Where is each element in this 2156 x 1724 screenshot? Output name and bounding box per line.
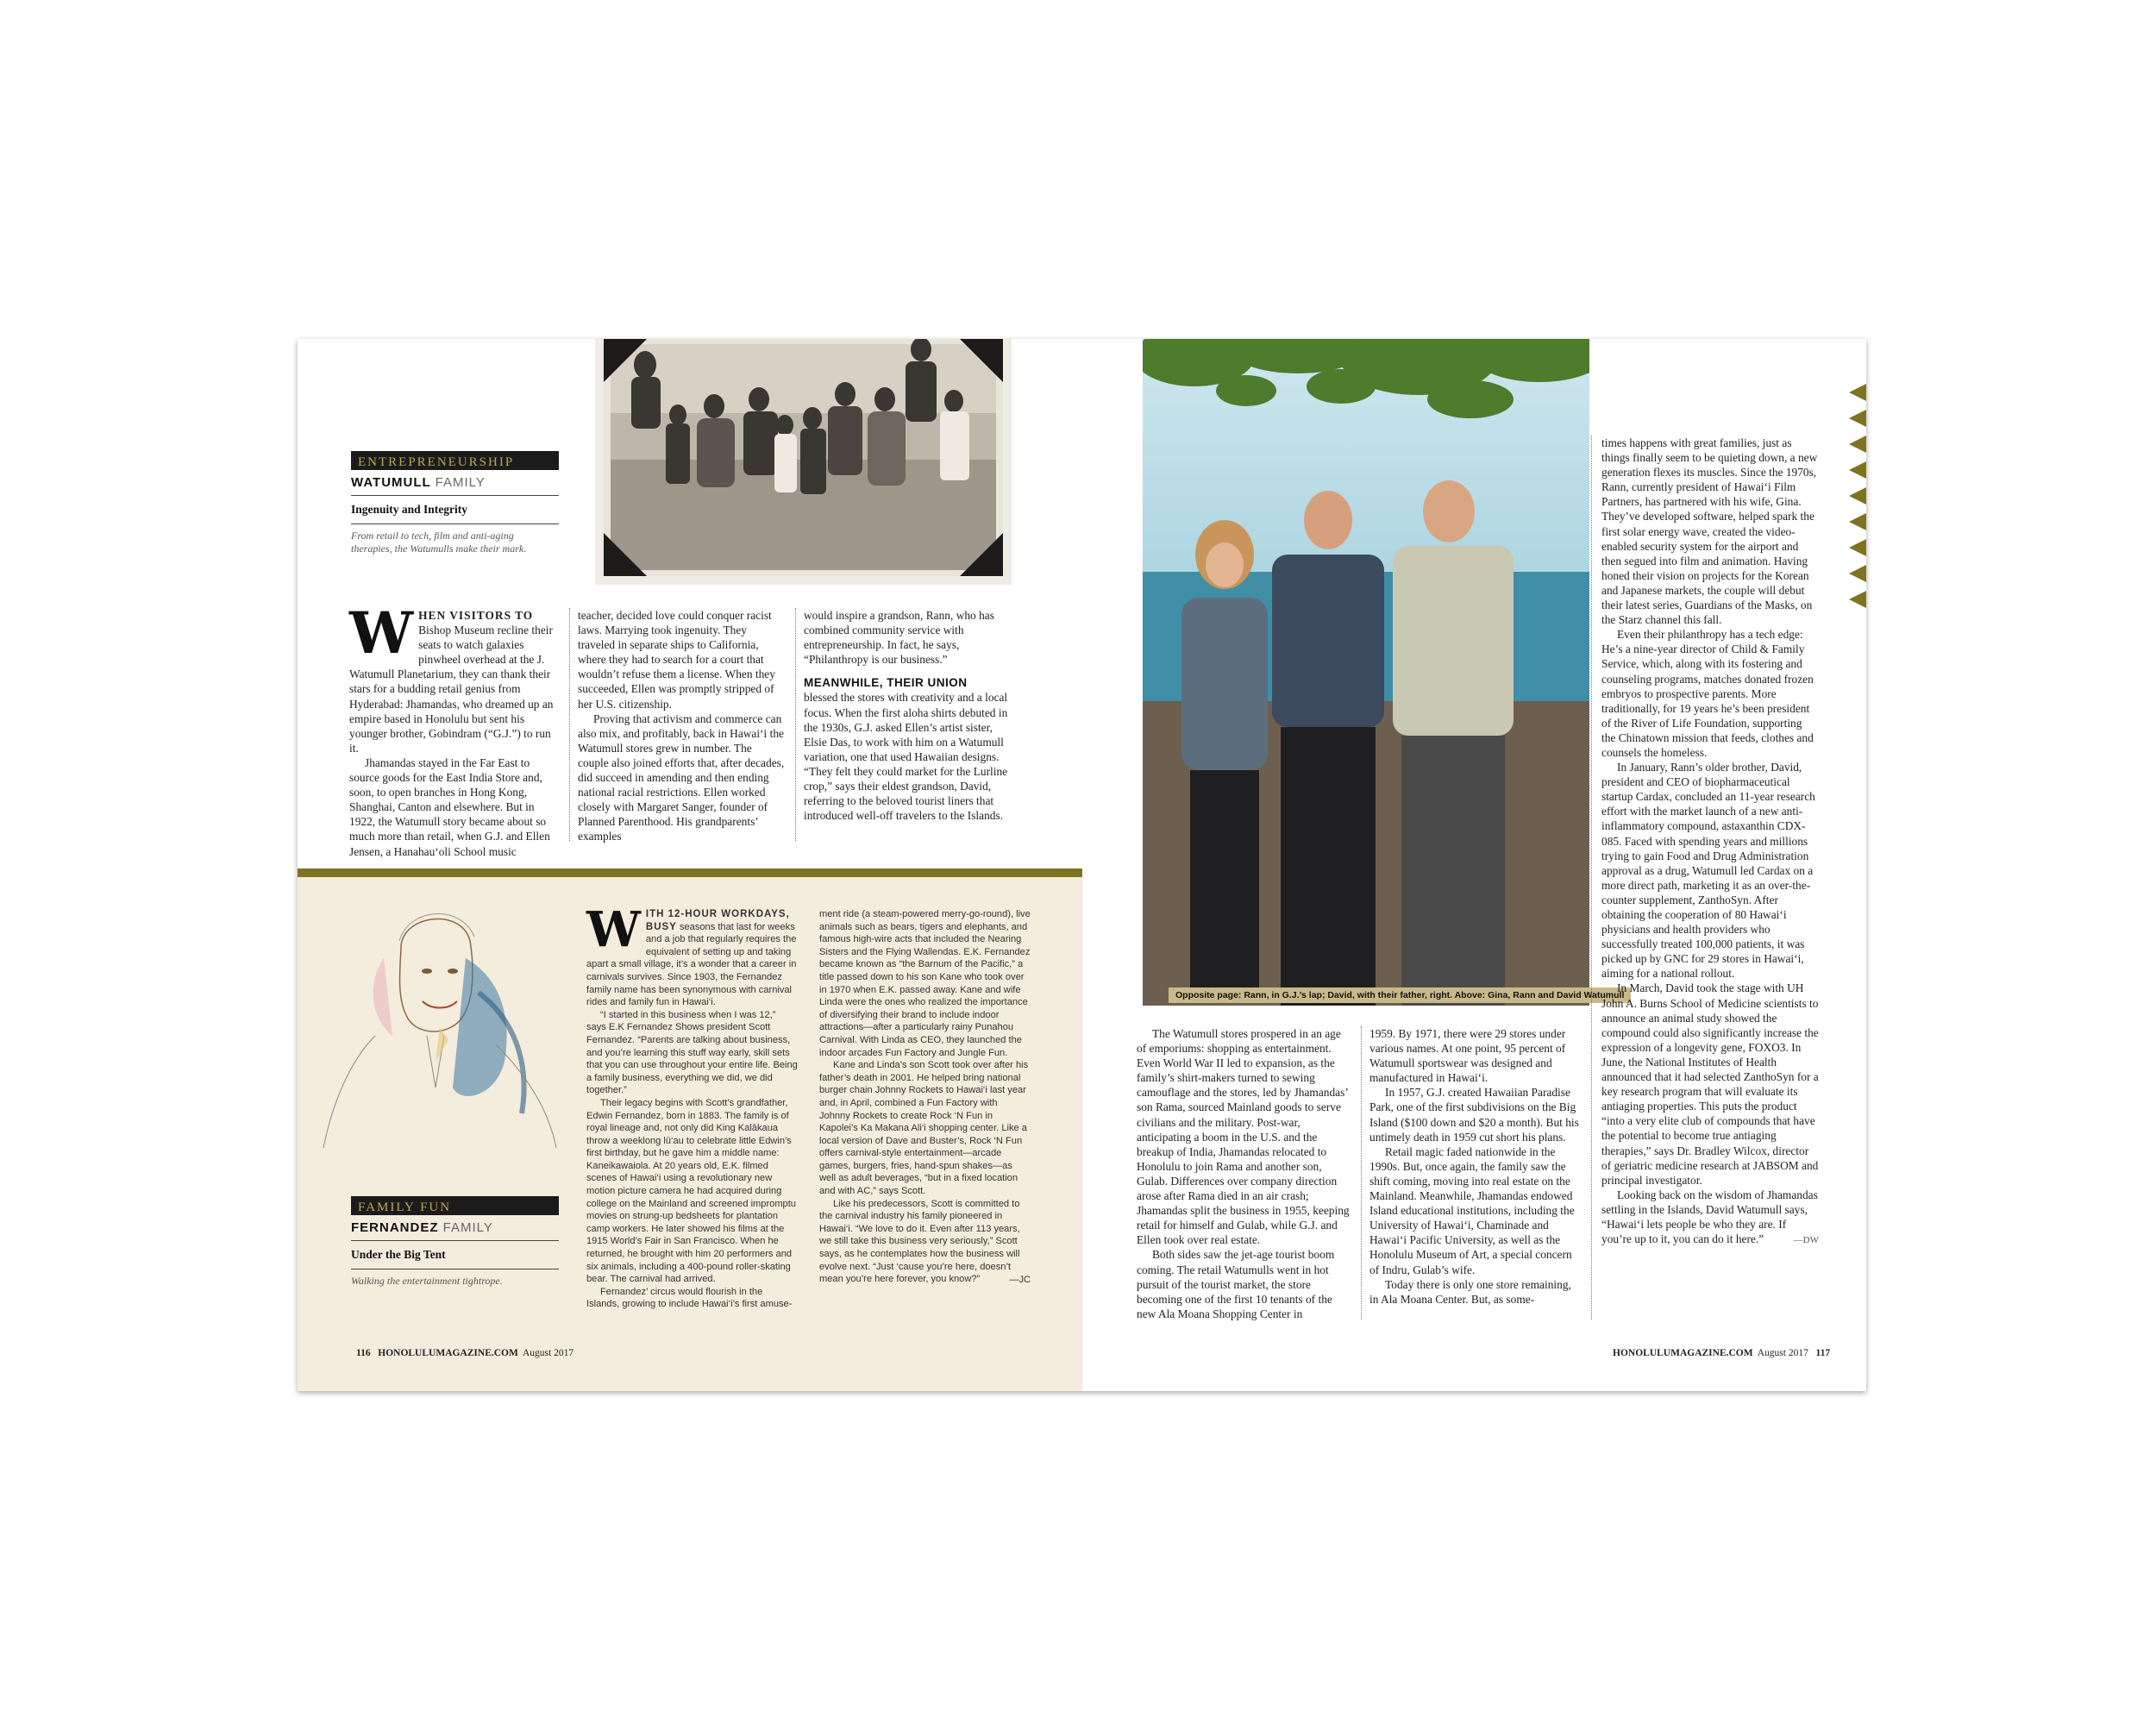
paragraph: Kane and Linda’s son Scott took over after his father’s death in 2001. He helped bring national burger chain Johnny Rockets to Hawai‘i last year and, in April, combined a Fun Factory with Johnny Rockets to create Rock ‘N Fun in Kapolei’s Ka Makana Ali‘i shopping center. Like a local version of Dave and Buster’s, Rock ‘N Fun offers carnival-style entertainment—arcade games, burgers, fries, hand-spun shakes—as well as adult beverages, “but in a fixed location and with AC,” says Scott. [819,1060,1029,1197]
vintage-photo-image [595,339,1012,585]
section-label: FAMILY FUN [351,1196,559,1215]
magazine-spread [298,339,1866,1391]
paragraph: Even their philanthropy has a tech edge: He’s a nine-year director of Child & Family Service, which, along with its fostering and counseling programs, matches donated frozen embryos to prospective parents. More traditionally, for 19 years he’s been president of the River of Life Foundation, supporting the Chinatown mission that feeds, clothes and counsels the homeless. [1601,628,1814,759]
paragraph: teacher, decided love could conquer racist laws. Marrying took ingenuity. They traveled in separate ships to California, where they had to search for a court that wouldn’t refuse them a license. When they succeeded, Ellen was promptly stripped of her U.S. citizenship. [578,609,775,711]
photo-caption: Opposite page: Rann, in G.J.’s lap; David, with their father, right. Above: Gina, Rann and David Watumull [1169,987,1631,1003]
lead-in: ITH 12-HOUR WORKDAYS, BUSY [645,909,790,932]
subhead: Under the Big Tent [351,1248,446,1261]
page-number: 117 [1815,1348,1831,1358]
dek: Walking the entertainment tightrope. [351,1275,503,1287]
triangle-icon [1849,513,1866,530]
family-word: FAMILY [442,1220,493,1235]
paragraph: Both sides saw the jet-age tourist boom coming. The retail Watumulls went in hot pursuit of the tourist market, the store becoming one of the first 10 tenants of the new Ala Moana Shopping Center in [1137,1248,1335,1320]
family-portrait-photo [1143,339,1625,1006]
fernandez-sidebar [351,1196,559,1288]
paragraph: Their legacy begins with Scott’s grandfather, Edwin Fernandez, born in 1883. The family is of royal lineage and, not only did King Kalākaua throw a weeklong lū‘au to celebrate little Edwin’s first birthday, but he gave him a middle name: Kaneikawaiola. At 20 years old, E.K. filmed scenes of Hawai‘i using a revolutionary new motion picture camera he had acquired during college on the Mainland and screened impromptu movies on strung-up bedsheets for plantation camp workers. He later showed his films at the 1915 World’s Fair in San Francisco. When he returned, he brought with him 20 performers and six animals, including a 400-pound roller-skating bear. The carnival had arrived. [586,1097,796,1285]
paragraph: Retail magic faded nationwide in the 1990s. But, once again, the family saw the shift coming, moving into real estate on the Mainland. Meanwhile, Jhamandas endowed Island educational institutions, including the University of Hawai‘i, Chaminade and Hawai‘i Pacific University, as well as the Honolulu Museum of Art, a special concern of Indru, Gulab’s wife. [1369,1144,1575,1276]
family-name-line [351,1220,559,1235]
dek: From retail to tech, film and anti-aging therapies, the Watumulls make their mark. [351,530,527,555]
triangle-icon [1849,384,1866,401]
triangle-icon [1849,539,1866,556]
site-name: HONOLULUMAGAZINE.COM [1613,1348,1753,1358]
paragraph: blessed the stores with creativity and a local focus. When the first aloha shirts debuted in the 1930s, G.J. asked Ellen’s artist sister, Elsie Das, to work with him on a Watumull variation, one that used Hawaiian designs. “They felt they could market for the Lurline crop,” says their eldest grandson, David, referring to the beloved tourist liners that introduced well-off travelers to the Islands. [804,691,1008,823]
paragraph: ment ride (a steam-powered merry-go-round), live animals such as bears, tigers and elephants, and famous high-wire acts that included the Nearing Sisters and the Flying Wallendas. E.K. Fernandez became known as “the Barnum of the Pacific,” a title passed down to his son Kane who took over in 1970 when E.K. passed away. Kane and wife Linda were the ones who realized the importance of diversifying their brand to include indoor attractions—after a particularly rainy Punahou Carnival. With Linda as CEO, they launched the indoor arcades Fun Factory and Jungle Fun. [819,909,1031,1058]
paragraph: In March, David took the stage with UH John A. Burns School of Medicine scientists to announce an animal study showed the compound could also significantly increase the expression of a longevity gene, FOXO3. In June, the National Institutes of Health announced that it had selected ZanthoSyn for a key research program that will evaluate its antiaging properties. This puts the product “into a very elite club of compounds that have the potential to become true antiaging therapies,” says Dr. Bradley Wilcox, director of geriatric medicine research at JABSOM and principal investigator. [1601,981,1819,1187]
paragraph: Fernandez’ circus would flourish in the Islands, growing to include Hawai‘i’s first amuse- [586,1286,793,1310]
article-column-2 [578,608,785,844]
paragraph: Looking back on the wisdom of Jhamandas settling in the Islands, David Watumull says, “Hawai‘i lets people be who they are. If you’re up to it, you can do it here.” [1601,1188,1818,1246]
section-subhead: MEANWHILE, THEIR UNION [804,676,968,690]
watercolor-portrait [298,889,578,1157]
article-column-b [1369,1026,1581,1307]
section-label: ENTREPRENEURSHIP [351,451,559,470]
article-column-c [1601,436,1819,1248]
vintage-family-photo [595,339,1012,585]
paragraph: Bishop Museum recline their seats to watch galaxies pinwheel overhead at the J. Watumull Planetarium, they can thank their stars for a budding retail genius from Hyderabad: Jhamandas, who dreamed up an empire based in Honolulu but sent his younger brother, Gobindram (“G.J.”) to run it. [349,624,554,755]
paragraph: Today there is only one store remaining, in Ala Moana Center. But, as some- [1369,1277,1571,1306]
column-rule [795,608,796,841]
divider [351,495,559,496]
family-name: FERNANDEZ [351,1220,439,1235]
paragraph: times happens with great families, just as things finally seem to be quieting down, a new generation flexes its muscles. Since the 1970s, Rann, currently president of Hawai‘i Film Partners, has partnered with his wife, Gina. They’ve developed software, helped spark the first solar energy wave, created the video-enabled security system for the airport and then segued into film and animation. Having honed their vision on projects for the Korean and Japanese markets, the couple will debut their latest series, Guardians of the Masks, on the Starz channel this fall. [1601,436,1818,627]
article-column-3 [804,608,1011,823]
portrait-illustration [298,889,578,1157]
paragraph: seasons that last for weeks and a job that regularly requires the equivalent of setting up and taking apart a small village, it’s a wonder that a career in carnivals survives. Since 1903, the Fernandez family name has been synonymous with carnival rides and family fun in Hawai‘i. [586,921,797,1008]
divider [351,523,559,524]
paragraph: Jhamandas stayed in the Far East to source goods for the East India Store and, soon, to open branches in Hong Kong, Shanghai, Canton and elsewhere. But in 1922, the Watumull story became about so much more than retail, when G.J. and Ellen Jensen, a Hanahau‘oli School music [349,755,550,858]
family-name: WATUMULL [351,475,431,490]
decorative-triangle-strip [1845,384,1866,610]
portrait-photo-image [1143,339,1589,1006]
fun-column-1 [586,901,798,1311]
paragraph: Proving that activism and commerce can also mix, and profitably, back in Hawai‘i the Watumull stores grew in number. The couple also joined efforts that, after decades, did succeed in amending and then ending national racial restrictions. Ellen worked closely with Margaret Sanger, founder of Planned Parenthood. His grandparents’ examples [578,712,785,843]
signoff: —DW [1793,1235,1819,1246]
paragraph: Like his predecessors, Scott is committed to the carnival industry his family pioneered in Hawai‘i. “We love to do it. Even after 113 years, we still take this business very seriously,” Scott says, as he contemplates how the business will evolve next. “Just ‘cause you’re here, doesn’t mean you’re here forever, you know?” [819,1198,1020,1285]
article-column-a [1137,1026,1352,1321]
column-rule [1361,1026,1362,1320]
section-divider-band [298,868,1082,877]
paragraph: would inspire a grandson, Rann, who has combined community service with entrepreneurship. In fact, he says, “Philanthropy is our business.” [804,609,994,667]
signoff: —JC [1009,1274,1031,1285]
issue-date: August 2017 [522,1348,574,1358]
divider [351,1240,559,1241]
drop-cap: W [586,901,641,958]
triangle-icon [1849,565,1866,582]
subhead: Ingenuity and Integrity [351,503,468,516]
family-word: FAMILY [435,475,486,490]
article-column-1 [349,599,559,859]
column-rule [569,608,570,841]
lead-in: HEN VISITORS TO [418,609,534,622]
watumull-sidebar [351,451,559,555]
paragraph: The Watumull stores prospered in an age of emporiums: shopping as entertainment. Even World War II led to expansion, as the family’s shirt-makers turned to sewing camouflage and the stores, led by Jhamandas’ son Rama, sourced Mainland goods to serve civilians and the military. Post-war, anticipating a boom in the U.S. and the breakup of India, Jhamandas relocated to Honolulu to join Rama and another son, Gulab. Differences over company direction arose after Rama died in an air crash; Jhamandas split the business in 1955, keeping retail for himself and Gulab, while G.J. and Ellen took over real estate. [1137,1027,1350,1247]
folio-left [356,1348,573,1358]
fun-column-2 [819,908,1031,1286]
page-number: 116 [356,1348,371,1358]
site-name: HONOLULUMAGAZINE.COM [378,1348,518,1358]
triangle-icon [1849,410,1866,427]
triangle-icon [1849,591,1866,608]
family-name-line [351,475,559,490]
drop-cap: W [349,599,414,667]
triangle-icon [1849,461,1866,479]
triangle-icon [1849,436,1866,453]
paragraph: “I started in this business when I was 12,” says E.K Fernandez Shows president Scott Fernandez. “Parents are talking about business, and you’re learning this stuff way early, skill sets that you can use throughout your entire life. Being a family business, everything we did, we did together.” [586,1009,798,1096]
folio-right [1613,1348,1830,1358]
paragraph: In 1957, G.J. created Hawaiian Paradise Park, one of the first subdivisions on the Big Island ($100 down and $20 a month). But his untimely death in 1959 cut short his plans. [1369,1086,1579,1144]
issue-date: August 2017 [1757,1348,1808,1358]
triangle-icon [1849,487,1866,505]
paragraph: 1959. By 1971, there were 29 stores under various names. At one point, 95 percent of Watumull sportswear was designed and manufactured in Hawai‘i. [1369,1027,1566,1085]
paragraph: In January, Rann’s older brother, David, president and CEO of biopharmaceutical startup Cardax, concluded an 11-year research effort with the market launch of a new anti-inflammatory compound, astaxanthin CDX-085. Faced with spending years and millions trying to gain Food and Drug Administration approval as a drug, Watumull led Cardax on a more direct path, marketing it as an over-the-counter supplement, ZanthoSyn. After obtaining the cooperation of 80 Hawai‘i physicians and health providers who successfully treated 100,000 patients, it was picked up by GNC for 29 stores in Hawai‘i, aiming for a national rollout. [1601,761,1815,981]
column-rule [1591,436,1592,1320]
